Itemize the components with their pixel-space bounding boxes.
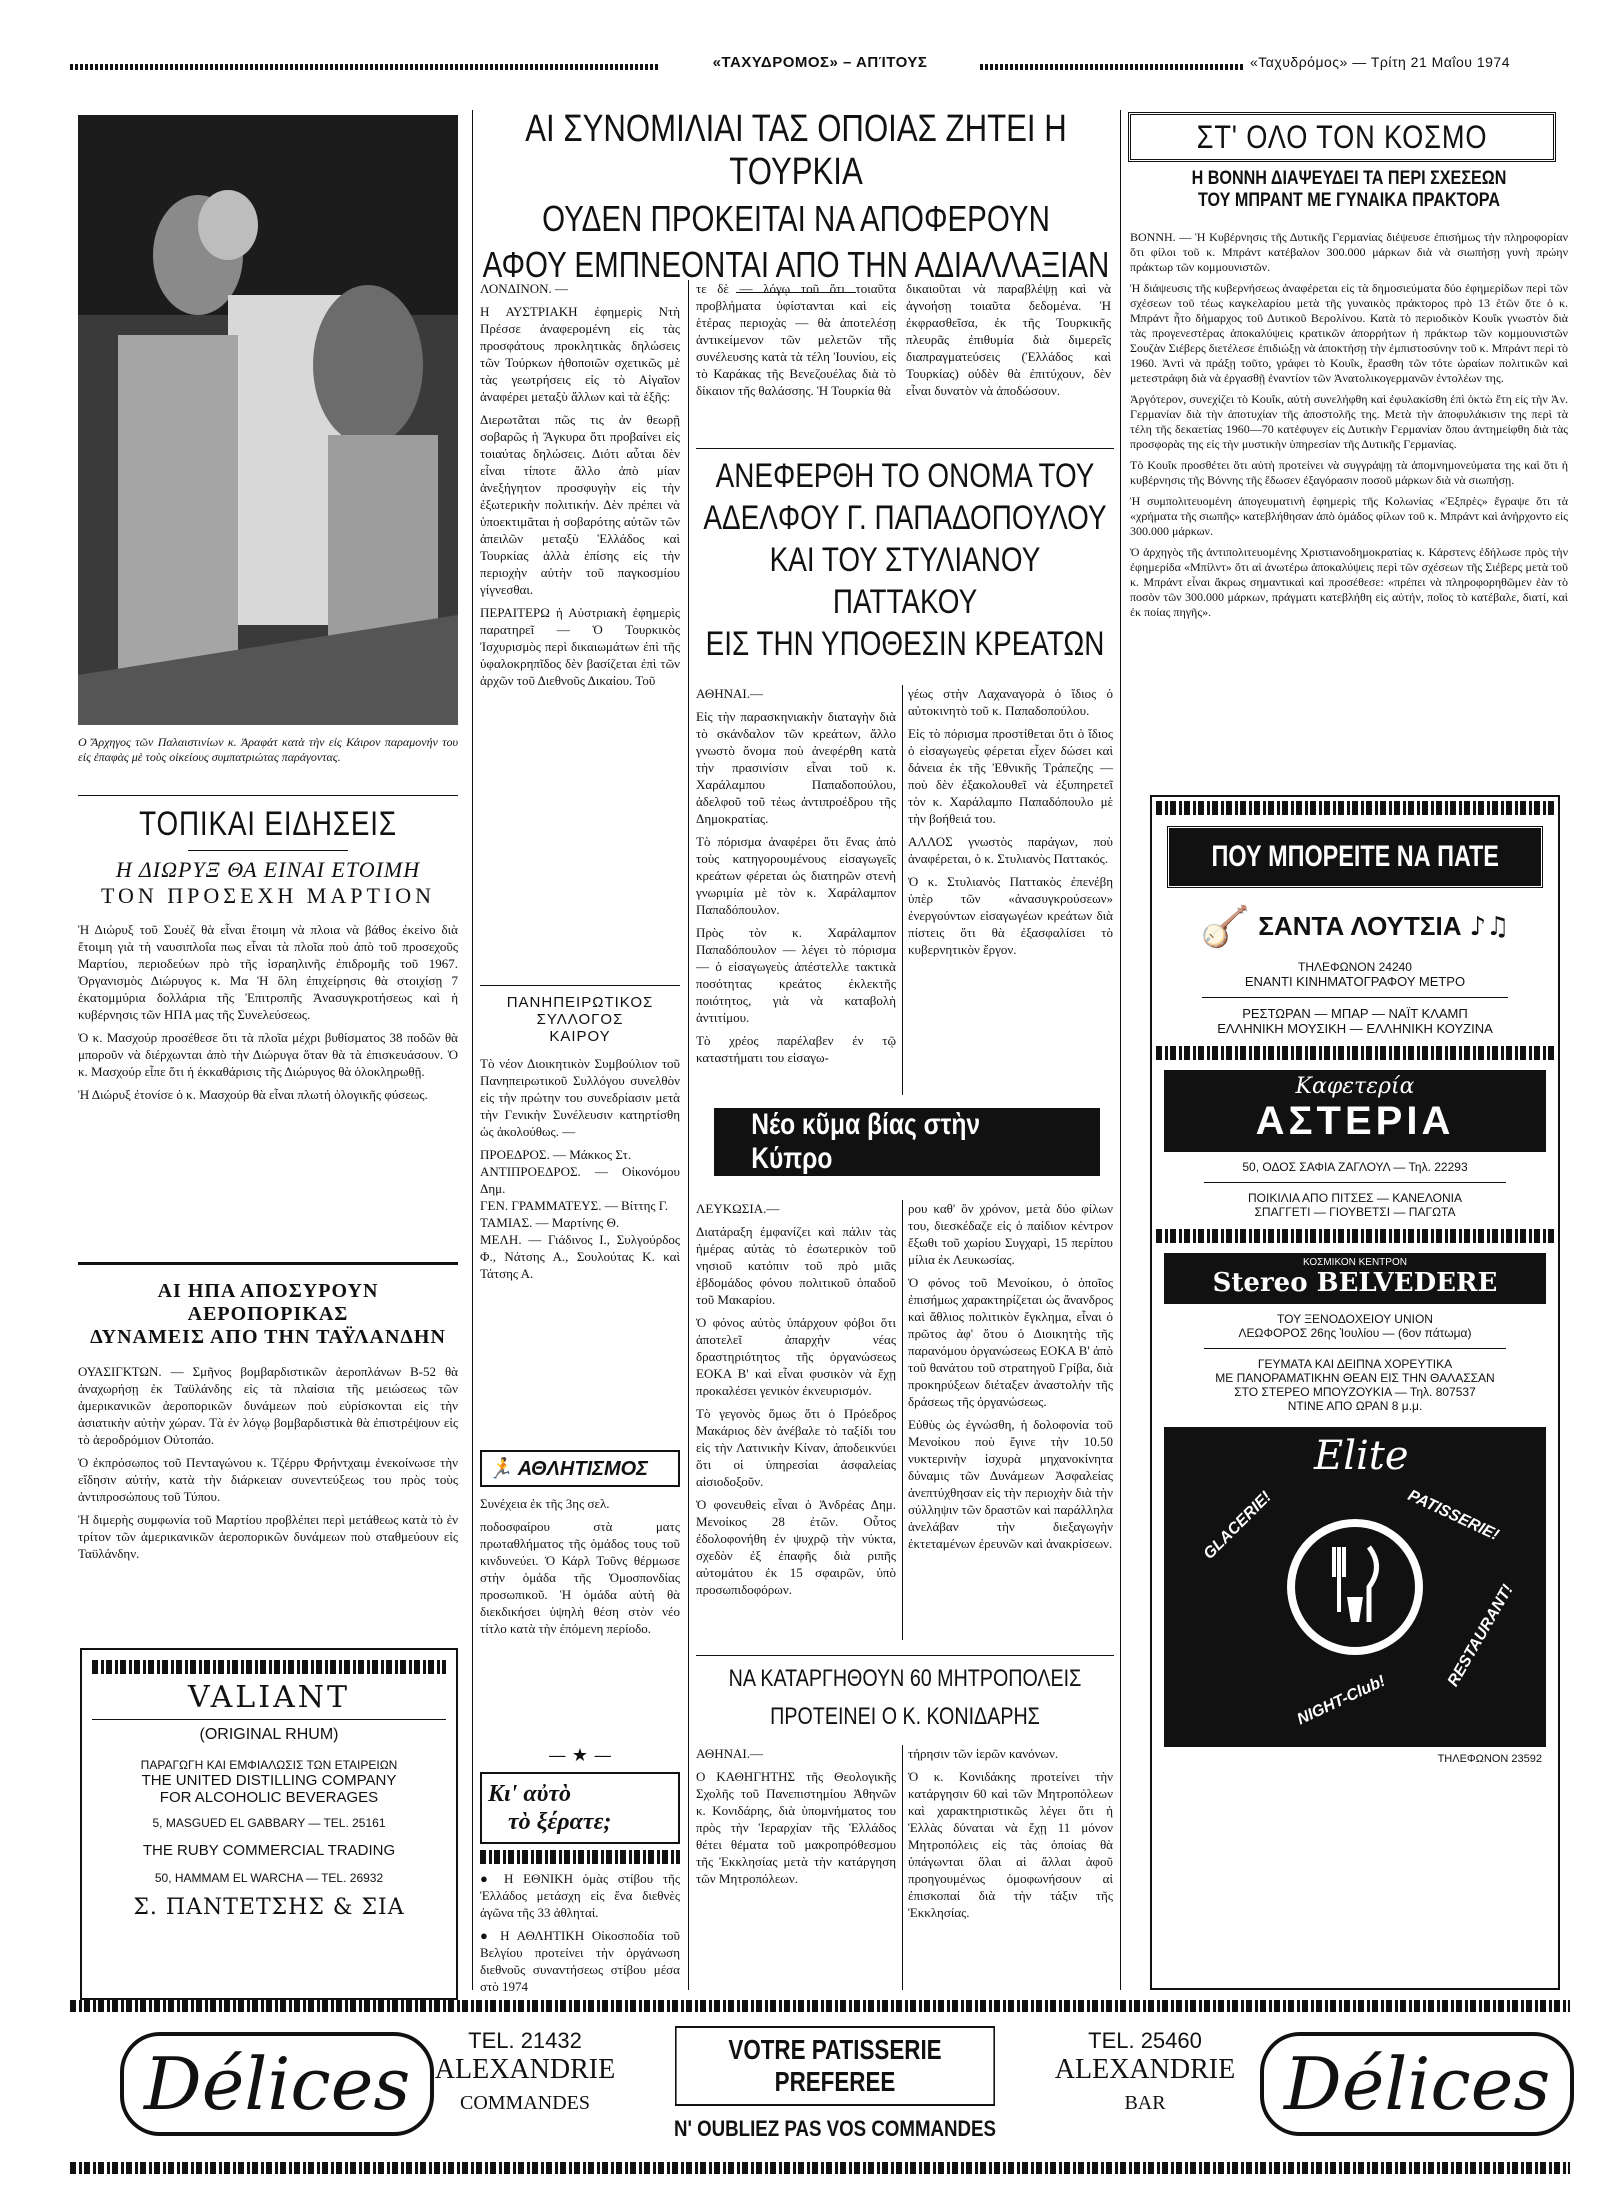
article-paragraph: Ἡ Διώρυξ ἐτονίσε ὁ κ. Μασχούρ θὰ εἶναι πλωτή ὁλογικῆς φύσεως. [78, 1087, 428, 1102]
ad-line: THE RUBY COMMERCIAL TRADING [142, 1842, 396, 1859]
dateline: ΑΘΗΝΑΙ.— [696, 686, 763, 701]
kiauto-section [480, 1745, 680, 2001]
ad-line: 5, MASGUED EL GABBARY — TEL. 25161 [152, 1816, 386, 1830]
world-headline [1128, 168, 1570, 212]
valiant-ad [80, 1648, 458, 2000]
article-paragraph: Ὁ κ. Κονιδάκης προτείνει τὴν κατάργησιν 60 καὶ τῶν Μητροπόλεων καὶ χαρακτηριστικῶς λέγει ὅτι ἡ Ἑλλὰς δύναται νὰ ἔχῃ 11 μόνον Μητροπόλεις εἰς τὰς ὁποίας θὰ ὑπάγωνται ὅλαι αἱ ἄλλαι ἀφοῦ προηγουμένως ὁμοφωνήσουν αἱ ἐπισκοπαί διὰ τὴν τάξιν τῆς Ἐκκλησίας. [908, 1769, 1113, 1920]
local-headline-2: ΤΟΝ ΠΡΟΣΕΧΗ ΜΑΡΤΙΟΝ [100, 883, 436, 908]
music-notes-icon: ♪♫ [1469, 911, 1510, 942]
article-paragraph: Διερωτᾶται πῶς τις ἀν θεωρῇ σοβαρῶς ἡ Ἄγκυρα ὅτι προβαίνει εἰς τοιαύτας δηλώσεις. Διότι αὗται δὲν εἶναι τίποτε ἄλλο ἀπὸ μίαν ἀνεξήγητον προσφυγὴν εἰς τὴν ἐξωτερικὴν πολιτικήν. Δὲν πρέπει νὰ ὑποεκτιμᾶται ἡ σοβαρότης αὐτῶν τῶν ἀπειλῶν μεταξὺ Ἑλλάδος καὶ Τουρκίας ἀλλὰ ἐπίσης εἰς τὴν περιοχὴν αὐτὴν τοῦ παγκοσμίου γίγνεσθαι. [480, 412, 680, 597]
sports-banner [480, 1450, 680, 1487]
column-divider [902, 685, 903, 1095]
belvedere-line: ΓΕΥΜΑΤΑ ΚΑΙ ΔΕΙΠΝΑ ΧΟΡΕΥΤΙΚΑ [1257, 1357, 1453, 1371]
cyprus-col-1 [696, 1200, 896, 1604]
belvedere-line: ΣΤΟ ΣΤΕΡΕΟ ΜΠΟΥΖΟΥΚΙΑ — Τηλ. 807537 [1234, 1385, 1476, 1399]
where-to-go-banner [1166, 825, 1544, 889]
article-paragraph: Ἀργότερον, συνεχίζει τὸ Κουΐκ, αὐτὴ συνελήφθη καὶ ἐφυλακίσθη ἐπὶ ὀκτὼ ἔτη εἰς τὴν Ἀν. Γερμανίαν διὰ τὴν ἀποτυχίαν τῆς ἀποστολῆς της. Μετὰ τὴν ἀποφυλάκισιν της περὶ τὰ τέλη τῆς δεκαετίας 1960—70 κατέφυγεν εἰς Δυτικὴν Γερμανίαν ὅπου ἀντημείφθη διὰ τὰς προσφορὰς της εἰς τὴν μυστικὴν ὑπηρεσίαν τῆς Δυτικῆς Γερμανίας. [1130, 392, 1568, 451]
asteria-banner [1164, 1070, 1546, 1152]
divider [480, 985, 680, 986]
article-paragraph: Εὐθὺς ὡς ἐγνώσθη, ἡ δολοφονία τοῦ Μενοίκου ποὺ ἔγινε τὴν 10.50 νυκτερινὴν ἰσχυρὰ μηχανοκίνητα δύναμις τῶν Δυνάμεων Ἀσφαλείας ἀνεπτύχθησαν εἰς τὴν περιοχὴν διὰ τὴν σύλληψιν τῶν δραστῶν καὶ παράλληλα ἀνελάβαν τὴν διεξαγωγὴν ἐκτεταμένων ἐρευνῶν καὶ ἀνακρίσεων. [908, 1417, 1113, 1551]
mandolin-icon: 🪕 [1200, 904, 1251, 950]
belvedere-line: ΜΕ ΠΑΝΟΡΑΜΑΤΙΚΗΝ ΘΕΑΝ ΕΙΣ ΤΗΝ ΘΑΛΑΣΣΑΝ [1215, 1371, 1495, 1385]
turkey-headline-1: ΑΙ ΣΥΝΟΜΙΛΙΑΙ ΤΑΣ ΟΠΟΙΑΣ ΖΗΤΕΙ Η ΤΟΥΡΚΙΑ [525, 108, 1067, 193]
asteria-line: ΠΟΙΚΙΛΙΑ ΑΠΟ ΠΙΤΣΕΣ — ΚΑΝΕΛΟΝΙΑ [1248, 1191, 1462, 1205]
ad-border [92, 1660, 446, 1674]
ad-border [70, 2000, 1570, 2012]
article-paragraph: Ἡ διάψευσις τῆς κυβερνήσεως ἀναφέρεται εἰς τὰ δημοσιεύματα δύο ἐφημερίδων περὶ τῶν σχέσεων τοῦ τέως καγκελαρίου μετὰ τῆς γυναικὸς πράκτορος πρὸ 13 ἐτῶν ὅτε ὁ κ. Μπράντ ἦτο δήμαρχος τοῦ Δυτικοῦ Βερολίνου. Κατὰ τὸ περιοδικὸν Κουΐκ γνωστὸν διὰ τὰς προγενεστέρας ἀποκαλύψεις κρατικῶν ἀπορρήτων ἡ πράκτωρ τῶν κομμουνιστῶν Σουζὰν Σιέβερς διετέλεσε ἐπιδιώξῃ νὰ ἀποκτήσῃ τὴν ἐμπιστοσύνην τοῦ κ. Μπράντ περὶ τὸ 1960. Ἀντὶ νὰ πράξῃ τοῦτο, γράφει τὸ Κουΐκ, ἔρασθη τῶν τότε ὡραίων πολιτικῶν καὶ μετεστράφη διὰ νὰ ἐργασθῇ ἐναντίον τῶν Ἀνατολικογερμανῶν ἐντολέων της. [1130, 281, 1568, 385]
masthead-center: «ΤΑΧΥΔΡΟΜΟΣ» – ΑΠΊΤΟΥΣ [712, 54, 928, 71]
association-role: ΜΕΛΗ. — Γιάδινος Ι., Συλγούρδος Φ., Νάτσης Α., Σουλούτας Κ. καὶ Τάτσης Α. [480, 1232, 680, 1281]
article-paragraph: Τὸ χρέος παρέλαβεν ἐν τῷ καταστήματι του εἰσαγω- [696, 1033, 896, 1065]
masthead-date: «Ταχυδρόμος» — Τρίτη 21 Μαΐου 1974 [1250, 54, 1510, 70]
delices-label-2: BAR [1124, 2092, 1166, 2114]
cyprus-banner [714, 1108, 1100, 1176]
elite-word: PATISSERIE! [1405, 1487, 1502, 1544]
article-paragraph: Εἰς τὴν παρασκηνιακὴν διαταγὴν διὰ τὸ σκάνδαλον τῶν κρεάτων, ἄλλο γνωστὸ ὄνομα ποὺ ἀνεφέρθη κατὰ τὴν πρασινίσιν εἶναι τοῦ κ. Χαράλαμπου Παπαδοπούλου, ἀδελφοῦ τοῦ τέως ἀντιπροέδρου τῆς Δημοκρατίας. [696, 709, 896, 826]
news-photo [78, 115, 458, 725]
belvedere-banner [1164, 1253, 1546, 1304]
valiant-sub: (ORIGINAL RHUM) [199, 1726, 339, 1743]
ad-line: Σ. ΠΑΝΤΕΤΣΗΣ & ΣΙΑ [133, 1895, 405, 1920]
association-role: ΑΝΤΙΠΡΟΕΔΡΟΣ. — Οἰκονόμου Δημ. [480, 1164, 680, 1196]
article-paragraph: Ὁ ἀρχηγὸς τῆς ἀντιπολιτευομένης Χριστιανοδημοκρατίας κ. Κάρστενς ἐδήλωσε πρὸς τὴν ἐφημερίδα «Μπίλντ» ὅτι αἱ ἀνωτέρω ἀποκαλύψεις περὶ τῶν σχέσεων τῆς Σιέβερς μετὰ τοῦ κ. Μπράντ εἶναι ἄκρως σημαντικαὶ καὶ προσέθεσε: «πρέπει νὰ πληροφορηθῶμεν ἐὰν τὸ ποσὸν τῶν 300.000 μάρκων, πράγματι κατεβλήθη εἰς αὐτήν, ποῖος τὸ κατέβαλε, διατί, καὶ ἐκ ποίας πηγῆς». [1130, 545, 1568, 619]
star-icon: — ★ — [548, 1745, 612, 1766]
article-paragraph: Ἡ διμερὴς συμφωνία τοῦ Μαρτίου προβλέπει περὶ μετάθεως κατὰ τὸ ἐν τρίτον τῶν ἀμερικανικῶν ἀεροπορικῶν δυνάμεων ποὺ σταθμεύουν εἰς Ταϋλάνδην. [78, 1512, 458, 1561]
continued-note: Συνέχεια ἐκ τῆς 3ης σελ. [480, 1496, 610, 1511]
ad-border [70, 2162, 1570, 2174]
divider [1204, 1182, 1506, 1183]
kiauto-title: Κι' αὐτὸ [488, 1781, 572, 1807]
elite-logo: Elite [1314, 1433, 1409, 1479]
turkey-col-3 [906, 280, 1111, 405]
ad-line: THE UNITED DISTILLING COMPANY [141, 1772, 397, 1789]
article-paragraph: Ὁ κ. Μασχούρ προσέθεσε ὅτι τὰ πλοῖα μέχρι βυθίσματος 38 ποδῶν θὰ μποροῦν νὰ διέρχωνται ἀπὸ τὴν Διώρυγα ὅταν θὰ τὰ ἐπισκευάσουν. Ὁ κ. Μασχούρ εἶπε ὅτι ἡ ἐκκαθάρισις τῆς Διώρυγος θὰ ὁλοκληρωθῇ. [78, 1030, 458, 1079]
ad-line: 50, HAMMAM EL WARCHA — TEL. 26932 [154, 1871, 384, 1885]
mitropoleis-headline-2: ΠΡΟΤΕΙΝΕΙ Ο Κ. ΚΟΝΙΔΑΡΗΣ [770, 1703, 1040, 1730]
world-section-title: ΣΤ' ΟΛΟ ΤΟΝ ΚΟΣΜΟ [1196, 118, 1488, 155]
sports-title: ΑΘΛΗΤΙΣΜΟΣ [517, 1458, 648, 1480]
santa-line: ΡΕΣΤΩΡΑΝ — ΜΠΑΡ — ΝΑΪΤ ΚΛΑΜΠ [1242, 1006, 1468, 1021]
belvedere-line: ΤΟΥ ΞΕΝΟΔΟΧΕΙΟΥ UNION [1277, 1312, 1433, 1326]
column-divider [1120, 110, 1121, 1990]
santa-location: ΕΝΑΝΤΙ ΚΙΝΗΜΑΤΟΓΡΑΦΟΥ ΜΕΤΡΟ [1244, 974, 1466, 989]
association-title: ΠΑΝΗΠΕΙΡΩΤΙΚΟΣ [506, 994, 654, 1011]
ad-line: ΠΑΡΑΓΩΓΗ ΚΑΙ ΕΜΦΙΑΛΩΣΙΣ ΤΩΝ ΕΤΑΙΡΕΙΩΝ [140, 1758, 398, 1772]
section-title: ΤΟΠΙΚΑΙ ΕΙΔΗΣΕΙΣ [139, 805, 397, 843]
runner-icon: 🏃 [488, 1458, 513, 1480]
association-title: ΣΥΛΛΟΓΟΣ [536, 1011, 624, 1028]
article-paragraph: τε δὲ — λόγῳ τοῦ ὅτι τοιαῦτα προβλήματα ὑφίστανται καὶ εἰς ἑτέρας περιοχὰς — θὰ ἀποτελέσῃ ἀντικείμενον τῶν μελετῶν τῆς συνέλευσης κατὰ τὰ τέλη Ἰουνίου, εἰς τὸ Καράκας τῆς Βενεζουέλας διὰ τὸ δίκαιον τῆς θαλάσσης. Ἡ Τουρκία θὰ [696, 281, 896, 398]
delices-tel-1: TEL. 21432 [468, 2028, 582, 2053]
article-paragraph: Τὸ Κουΐκ προσθέτει ὅτι αὐτὴ προτείνει νὰ συγγράψῃ τὰ ἀπομνημονεύματα της καὶ ὅτι ἡ κυβέρνησις τῆς Βόννης τῆς ἔδωσεν ἐξαγόρασιν ποσοῦ μάρκων διὰ νὰ σιωπήσῃ. [1130, 458, 1568, 487]
article-paragraph: Ἡ Διώρυξ τοῦ Σουέζ θὰ εἶναι ἕτοιμη νὰ πλοια νὰ βάθος ἐκείνο διὰ ἕτοιμη γιὰ τὴ ναυσιπλοΐα πως εἶναι τὰ πλοῖα ποὺ ἀπὸ τοῦ προσεχοῦς Μαρτίου, περιοδεύων πρὸ τῆς ἰσραηλινῆς ἐπιδρομῆς τοῦ 1967. Ὀργανισμὸς Διώρυγος κ. Μα Ἡ ὅλη ἐπιχείρησις θὰ στοιχίσῃ 7 ἑκατομμύρια δολλάρια τῆς Ἐπιτροπῆς Ἀνασυγκροτήσεως καὶ ἡ κυβέρνησις τῶν ΗΠΑ μας τῆς Συνελεύσεως. [78, 922, 458, 1022]
sports-section [480, 1450, 680, 1643]
usa-article [78, 1280, 458, 1568]
elite-word: GLACERIE! [1200, 1488, 1275, 1563]
column-divider [902, 1745, 903, 1990]
turkey-headline-2: ΟΥΔΕΝ ΠΡΟΚΕΙΤΑΙ ΝΑ ΑΠΟΦΕΡΟΥΝ [542, 198, 1050, 239]
masthead-rule-left [70, 64, 660, 70]
article-paragraph: Ο ΚΑΘΗΓΗΤΗΣ τῆς Θεολογικῆς Σχολῆς τοῦ Πανεπιστημίου Ἀθηνῶν κ. Κονιδάρης, διὰ ὑπομνήματος του πρὸς τὴν Ἱεραρχίαν τῆς Ἑλλάδος θέτει θέματα τοῦ μακροπρόθεσμου τῆς Ἐκκλησίας μετὰ τὴν κατάργηση τῶν Μητροπόλεων. [696, 1769, 896, 1886]
masthead-rule-right [980, 64, 1245, 70]
article-paragraph: Ὁ ἐκπρόσωπος τοῦ Πενταγώνου κ. Τζέρρυ Φρήντχαιμ ἐνεκοίνωσε τὴν εἴδησιν αὐτήν, κατὰ τὴν διάρκειαν συνεντεύξεως του πρὸς τοὺς ἀντιπροσώπους τοῦ Τύπου. [78, 1455, 458, 1504]
column-divider [688, 280, 689, 1990]
usa-headline-1: ΑΙ ΗΠΑ ΑΠΟΣΥΡΟΥΝ ΑΕΡΟΠΟΡΙΚΑΣ [157, 1280, 379, 1325]
dateline: ΛΕΥΚΩΣΙΑ.— [696, 1201, 780, 1216]
article-paragraph: τήρησιν τῶν ἱερῶν κανόνων. [908, 1746, 1059, 1761]
santa-line: ΕΛΛΗΝΙΚΗ ΜΟΥΣΙΚΗ — ΕΛΛΗΝΙΚΗ ΚΟΥΖΙΝΑ [1217, 1021, 1493, 1036]
ad-border [1156, 1046, 1554, 1060]
belvedere-line: ΝΤΙΝΕ ΑΠΟ ΩΡΑΝ 8 μ.μ. [1287, 1399, 1423, 1413]
world-section-banner [1128, 112, 1556, 162]
delices-logo-right: Délices [1260, 2032, 1574, 2136]
ad-border [480, 1850, 680, 1864]
local-headline-1: Η ΔΙΩΡΥΞ ΘΑ ΕΙΝΑΙ ΕΤΟΙΜΗ [115, 857, 421, 882]
asteria-address: 50, ΟΔΟΣ ΣΑΦΙΑ ΖΑΓΛΟΥΛ — Τηλ. 22293 [1242, 1160, 1468, 1174]
where-to-go-box [1150, 795, 1560, 1990]
santa-name: ΣΑΝΤΑ ΛΟΥΤΣΙΑ [1258, 911, 1462, 941]
article-paragraph: Τὸ γεγονὸς ὅμως ὅτι ὁ Πρόεδρος Μακάριος δὲν ἀνέβαλε τὸ ταξίδι του εἰς τὴν Λατινικὴν Κίναν, ἀποδεικνύει ὅτι οἱ ὑπηρεσίαι ἀσφαλείας αἰσιοδοξοῦν. [696, 1406, 896, 1489]
divider [1204, 1348, 1506, 1349]
turkey-col-1 [480, 280, 680, 695]
world-headline-1: Η ΒΟΝΝΗ ΔΙΑΨΕΥΔΕΙ ΤΑ ΠΕΡΙ ΣΧΕΣΕΩΝ [1191, 168, 1507, 189]
divider [188, 850, 348, 851]
cyprus-col-2 [908, 1200, 1113, 1558]
mitropoleis-headline-1: ΝΑ ΚΑΤΑΡΓΗΘΟΥΝ 60 ΜΗΤΡΟΠΟΛΕΙΣ [728, 1665, 1082, 1692]
delices-ad [70, 2000, 1570, 2180]
article-paragraph: Ὁ φόνος τοῦ Μενοίκου, ὁ ὁποῖος ἐπισήμως χαρακτηρίζεται ὡς ἄνανδρος καὶ ἄθλιος πολιτικὸν ἔγκλημα, εἶναι ὁ πρῶτος ἀφ' ὅτου ὁ Διοικητὴς τῆς παρανόμου ὀργανώσεως ΕΟΚΑ Β' ἀπὸ τοῦ θανάτου τοῦ στρατηγοῦ Γρίβα, διὰ προκηρύξεων διέταξεν ἀναστολὴν τῆς δράσεως τῆς ὀργανώσεως. [908, 1275, 1113, 1409]
association-notice [480, 985, 680, 1288]
belvedere-name: Stereo BELVEDERE [1212, 1268, 1498, 1298]
mitropoleis-col-1 [696, 1745, 896, 1893]
santa-tel: ΤΗΛΕΦΩΝΟΝ 24240 [1298, 960, 1412, 974]
kiauto-box [480, 1772, 680, 1844]
divider [78, 795, 458, 796]
kreaton-headline [696, 455, 1114, 665]
kreaton-headline-3: ΚΑΙ ΤΟΥ ΣΤΥΛΙΑΝΟΥ ΠΑΤΤΑΚΟΥ [769, 541, 1041, 621]
kiauto-title: τὸ ξέρατε; [508, 1809, 612, 1835]
mitropoleis-col-2 [908, 1745, 1113, 1927]
delices-logo-left: Délices [120, 2032, 434, 2136]
column-divider [902, 1200, 903, 1640]
belvedere-small: ΚΟΣΜΙΚΟΝ ΚΕΝΤΡΟΝ [1303, 1257, 1407, 1268]
delices-city-2: ALEXANDRIE [1054, 2054, 1236, 2085]
asteria-script: Καφετερία [1295, 1074, 1415, 1099]
dateline: ΛΟΝΔΙΝΟΝ. — [480, 281, 569, 296]
elite-ad [1164, 1427, 1546, 1747]
divider [78, 1262, 458, 1265]
usa-headline-2: ΔΥΝΑΜΕΙΣ ΑΠΟ ΤΗΝ ΤΑΫΛΑΝΔΗΝ [90, 1326, 446, 1348]
world-headline-2: ΤΟΥ ΜΠΡΑΝΤ ΜΕ ΓΥΝΑΙΚΑ ΠΡΑΚΤΟΡΑ [1197, 190, 1501, 211]
association-role: ΓΕΝ. ΓΡΑΜΜΑΤΕΥΣ. — Βίττης Γ. [480, 1198, 668, 1213]
delices-slogan-1: VOTRE PATISSERIE PREFEREE [675, 2026, 995, 2106]
article-paragraph: Ὁ κ. Στυλιανὸς Παττακὸς ἐπενέβη ὑπὲρ τῶν «ἀνασυγκρούσεων» ἐνεργούντων εἰσαγωγέων κρεάτων διὰ πίστεις ὅτι θὰ ἐξασφαλίσει τὸ κυβερνητικὸν ἔργον. [908, 874, 1113, 957]
column-divider [472, 110, 473, 1990]
local-news-section [78, 805, 458, 1109]
article-paragraph: Η ΑΥΣΤΡΙΑΚΗ ἐφημερὶς Ντὴ Πρέσσε ἀναφερομένη εἰς τὰς προσφάτους προκλητικὰς δηλώσεις τῶν Τούρκων ἡθοποιῶν σχετικῶς μὲ τὰς γεωτρήσεις εἰς τὸ Αἰγαῖον ἀναφέρει μεταξὺ ἄλλων καὶ τὰ ἑξῆς: [480, 304, 680, 404]
kiauto-item: ● Η ΑΘΛΗΤΙΚΗ Οἰκοσποδία τοῦ Βελγίου προτείνει τὴν ὀργάνωση διεθνοῦς συναντήσεως στίβου μέσα στὸ 1974 [480, 1928, 680, 1994]
article-paragraph: Ὁ φόνος αὐτὸς ὑπάρχουν φόβοι ὅτι ἀποτελεῖ ἀπαρχὴν νέας δραστηριότητος τῆς ὀργανώσεως ΕΟΚΑ Β' καὶ εἶναι φυσικὸν νὰ ἔχῃ προκαλέσει γενικὸν ἐκνευρισμόν. [696, 1315, 896, 1398]
turkey-col-2 [696, 280, 896, 405]
turkey-headline-3: ΑΦΟΥ ΕΜΠΝΕΟΝΤΑΙ ΑΠΟ ΤΗΝ ΑΔΙΑΛΛΑΞΙΑΝ [482, 244, 1110, 285]
ad-border [1156, 1229, 1554, 1243]
article-paragraph: ΑΛΛΟΣ γνωστὸς παράγων, ποὺ ἀναφέρεται, ὁ κ. Στυλιανὸς Παττακός. [908, 834, 1113, 866]
world-body [1130, 230, 1568, 626]
kreaton-headline-2: ΑΔΕΛΦΟΥ Γ. ΠΑΠΑΔΟΠΟΥΛΟΥ [703, 499, 1107, 537]
article-paragraph: γέως στὴν Λαχαναγορὰ ὁ ἴδιος ὁ αὐτοκινητὸ τοῦ κ. Παπαδοπούλου. [908, 686, 1113, 718]
article-paragraph: ρου καθ' ὃν χρόνον, μετὰ δύο φίλων του, διεσκέδαζε εἰς ὁ παίδιον κέντρον ἔξωθι τοῦ χωρίου Συγχαρὶ, 15 περίπου μίλια ἐκ Λευκωσίας. [908, 1201, 1113, 1267]
ad-line: FOR ALCOHOLIC BEVERAGES [159, 1789, 379, 1806]
article-paragraph: ΟΥΑΣΙΓΚΤΩΝ. — Σμῆνος βομβαρδιστικῶν ἀεροπλάνων Β-52 θὰ ἀναχωρήσῃ ἐκ Ταϋλάνδης εἰς τὰ πλαίσια τῆς μειώσεως τῶν ἀμερικανικῶν ἀεροπορικῶν δυνάμεων ποὺ εὑρίσκονται εἰς τὴν ἀσιατικὴν αὐτὴν χώραν. Τὰ ἐν λόγῳ βομβαρδιστικὰ θὰ ἐπιστρέψουν εἰς τὸ ἀεροδρόμιον Οὐτοπάο. [78, 1364, 458, 1447]
dateline: ΑΘΗΝΑΙ.— [696, 1746, 763, 1761]
asteria-line: ΣΠΑΓΓΕΤΙ — ΓΙΟΥΒΕΤΣΙ — ΠΑΓΩΤΑ [1254, 1205, 1456, 1219]
article-paragraph: Πρὸς τὸν κ. Χαράλαμπον Παπαδόπουλον — λέγει τὸ πόρισμα — ὁ εἰσαγωγεὺς ἀπέστελλε τακτικὰ ποσότητας κρεάτος ἐκλεκτῆς ποιότητος, γιὰ νὰ καταβολὴ ἀντιτίμου. [696, 925, 896, 1025]
santa-lucia-ad [1162, 903, 1548, 1036]
delices-slogan-2: N' OUBLIEZ PAS VOS COMMANDES [673, 2116, 997, 2141]
elite-word: RESTAURANT! [1444, 1581, 1517, 1690]
association-role: ΠΡΟΕΔΡΟΣ. — Μάκκος Στ. [480, 1147, 632, 1162]
elite-tel: ΤΗΛΕΦΩΝΟΝ 23592 [1437, 1753, 1542, 1765]
kreaton-col-1 [696, 685, 896, 1072]
delices-city-1: ALEXANDRIE [434, 2054, 616, 2085]
delices-label-1: COMMANDES [459, 2092, 591, 2114]
belvedere-ad [1164, 1253, 1546, 1413]
article-paragraph: δικαιοῦται νὰ παραβλέψῃ καὶ νὰ ἀγνοήσῃ τοιαῦτα δεδομένα. Ἡ ἐκφρασθεῖσα, ἐκ τῆς Τουρκικῆς πλευρᾶς ἐπιθυμία διὰ διμερεῖς διαπραγματεύσεις (Ἑλλάδος καὶ Τουρκίας) οὐδὲν θὰ ἐπιτύχουν, δὲν εἶναι δυνατὸν νὰ ἀποδώσουν. [906, 281, 1111, 398]
article-paragraph: Εἰς τὸ πόρισμα προστίθεται ὅτι ὁ ἴδιος ὁ εἰσαγωγεὺς φέρεται εἶχεν δώσει καὶ δάνεια ἐκ τῆς Ἐθνικῆς Τράπεζης — ποὺ δὲν ἐξακολουθεῖ νὰ ἐξυπηρετεῖ τὸν κ. Χαράλαμπο Παπαδόπουλο μὲ τὴν βοήθειά του. [908, 726, 1113, 826]
mitropoleis-headline [696, 1665, 1114, 1731]
article-paragraph: ποδοσφαίρου στὰ ματς πρωταθλήματος τῆς ὁμάδος τους τοῦ κινδυνεύει. Ὁ Κάρλ Τοῦνς θέρμωσε στὴν ὁμάδα τῆς Ὀμοσπονδίας προσωπικοῦ. Ἡ ὁμάδα αὐτὴ θὰ διεκδικήσει ὑψηλὴ θέση στὸν νέο τίτλο κατὰ τὴν ἐπόμενη περίοδο. [480, 1519, 680, 1636]
kreaton-headline-1: ΑΝΕΦΕΡΘΗ ΤΟ ΟΝΟΜΑ ΤΟΥ [715, 457, 1095, 495]
elite-word: NIGHT-Club! [1294, 1672, 1389, 1729]
where-to-go-title: ΠΟΥ ΜΠΟΡΕΙΤΕ ΝΑ ΠΑΤΕ [1211, 840, 1499, 873]
divider [696, 1655, 1114, 1656]
article-paragraph: Τὸ νέον Διοικητικὸν Συμβούλιον τοῦ Πανηπειρωτικοῦ Συλλόγου συνελθὸν εἰς τὴν πρώτην του συνεδρίασιν μετὰ τὴν Γενικὴν Συνέλευσιν κατηρτίσθη ὡς ἀκολούθως. — [480, 1056, 680, 1139]
turkey-headline [478, 108, 1114, 299]
divider [1202, 997, 1508, 998]
santa-logo-row [1162, 903, 1548, 950]
article-paragraph: ΠΕΡΑΙΤΕΡΩ ἡ Αὐστριακὴ ἐφημερὶς παρατηρεῖ — Ὁ Τουρκικὸς Ἰσχυρισμὸς περὶ δικαιωμάτων ἐπὶ τῆς ὑφαλοκρηπῖδος δὲν βασίζεται ἐπὶ τῶν ἀρχῶν τοῦ Διεθνοῦς Δικαίου. Τοῦ [480, 605, 680, 688]
association-title: ΚΑΙΡΟΥ [549, 1028, 611, 1045]
article-paragraph: Διατάραξη ἐμφανίζει καὶ πάλιν τὰς ἡμέρας αὐτὰς τὸ ἐσωτερικὸν τοῦ νησιοῦ κατόπιν τοῦ πρὸ μιᾶς ἑβδομάδος φόνου πολιτικοῦ ὁπαδοῦ τοῦ Μακαρίου. [696, 1224, 896, 1307]
divider [92, 1719, 446, 1720]
asteria-ad [1164, 1070, 1546, 1219]
delices-tel-2: TEL. 25460 [1088, 2028, 1202, 2053]
article-paragraph: ΒΟΝΝΗ. — Ἡ Κυβέρνησις τῆς Δυτικῆς Γερμανίας διέψευσε ἐπισήμως τὴν πληροφορίαν ὅτι φίλοι τοῦ κ. Μπράντ κατέβαλον 300.000 μάρκων διὰ νὰ σιωπήσῃ γυνὴ πρώην πράκτωρ τῶν κομμουνιστῶν. [1130, 230, 1568, 274]
association-role: ΤΑΜΙΑΣ. — Μαρτίνης Θ. [480, 1215, 620, 1230]
divider [696, 448, 1114, 449]
cyprus-banner-text: Νέο κῦμα βίας στὴν Κύπρο [751, 1108, 981, 1175]
kreaton-headline-4: ΕΙΣ ΤΗΝ ΥΠΟΘΕΣΙΝ ΚΡΕΑΤΩΝ [705, 625, 1105, 663]
belvedere-line: ΛΕΩΦΟΡΟΣ 26ης Ἰουλίου — (6ον πάτωμα) [1238, 1326, 1472, 1340]
photo-caption: Ο Ἄρχηγος τῶν Παλαιστινίων κ. Ἀραφάτ κατὰ τὴν εἰς Κάιρον παραμονήν του εἰς ἐπαφὰς μὲ τοὺς οἰκείους συμπατριώτας παράγοντας. [78, 735, 458, 764]
article-paragraph: Ὁ φονευθεὶς εἶναι ὁ Ἀνδρέας Δημ. Μενοίκος 28 ἐτῶν. Οὗτος ἐδολοφονήθη ἐν ψυχρῷ τὴν νύκτα, σχεδὸν ἐξ ἐπαφῆς διὰ ριπῆς αὐτομάτου ἐκ 15 σφαιρῶν, ὑπὸ προσωπιδοφόρων. [696, 1497, 896, 1597]
kreaton-col-2 [908, 685, 1113, 964]
kiauto-item: ● Η ΕΘΝΙΚΗ ὁμὰς στίβου τῆς Ἑλλάδος μετάσχη εἰς ἕνα διεθνὲς ἀγῶνα τῆς 33 ἀθληταί. [480, 1871, 680, 1920]
ad-border [1156, 801, 1554, 815]
article-paragraph: Τὸ πόρισμα ἀναφέρει ὅτι ἕνας ἀπὸ τοὺς κατηγορουμένους εἰσαγωγεῖς κρεάτων φέρεται ὡς διατηρῶν στενὴ γνωριμία μὲ τὸν κ. Χαράλαμπον Παπαδόπουλον. [696, 834, 896, 917]
asteria-name: ΑΣΤΕΡΙΑ [1255, 1099, 1455, 1143]
article-paragraph: Ἡ συμπολιτευομένη ἀπογευματινὴ ἐφημερὶς τῆς Κολωνίας «Ἐξπρὲς» ἔγραψε ὅτι τὰ «χρήματα τῆς σιωπῆς» κατεβλήθησαν ἀπὸ ὁμάδος φίλων τοῦ κ. Μπράντ καὶ ἀνήρχοντο εἰς 300.000 μάρκων. [1130, 494, 1568, 538]
valiant-brand: VALIANT [188, 1680, 350, 1715]
